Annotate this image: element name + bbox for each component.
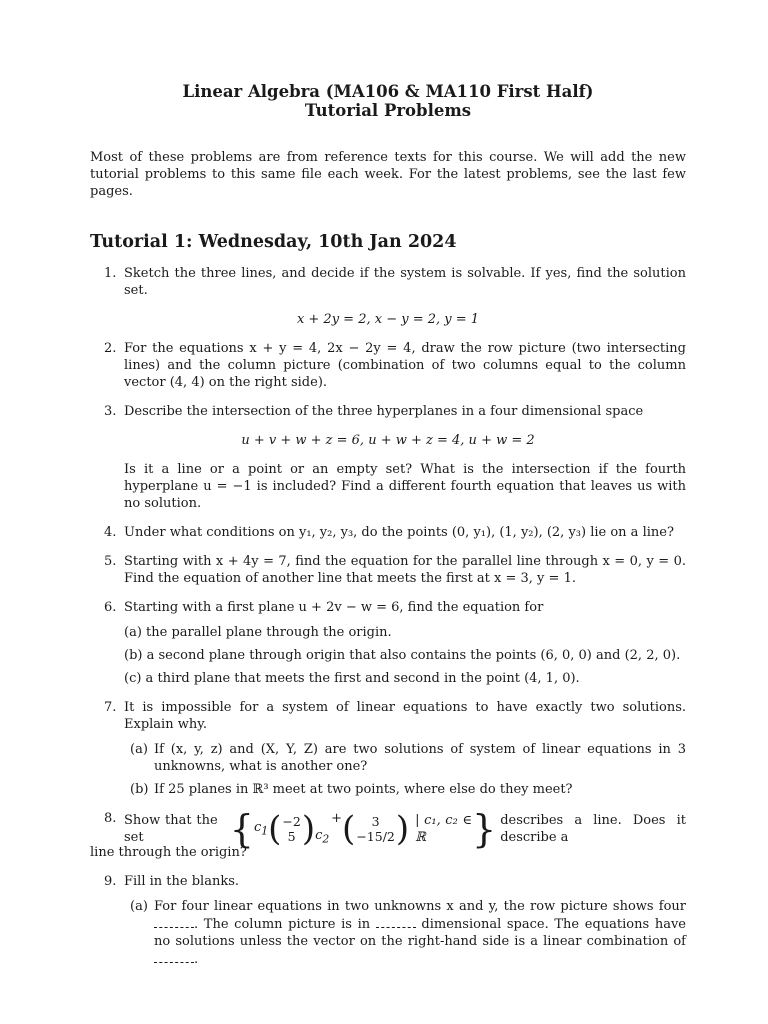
subpart-text-4: .	[194, 952, 199, 967]
problem-text: It is impossible for a system of linear equations to have exactly two solutions. Explain why.	[124, 700, 686, 732]
problem-number: 7.	[104, 700, 117, 715]
subpart-label: (a)	[130, 742, 148, 757]
problem-5	[90, 553, 686, 587]
set-expression	[124, 807, 686, 851]
set-intro: Show that the set	[124, 813, 218, 845]
subpart-text-3: dimensional space. The equations have no solutions unless the vector on the right-hand side is a linear combination of	[154, 917, 686, 949]
subpart-list	[124, 741, 686, 798]
subpart-label: (b)	[130, 782, 149, 797]
vector-2-bottom: −15/2	[356, 829, 395, 844]
fill-in-blank	[154, 915, 194, 928]
display-equation: u + v + w + z = 6, u + w + z = 4, u + w = 2	[241, 433, 535, 448]
subpart-b	[124, 781, 686, 798]
coefficient-c2: + $c_2$	[315, 811, 343, 846]
title-line-1: Linear Algebra (MA106 & MA110 First Half)	[182, 82, 594, 101]
subpart-text: If (x, y, z) and (X, Y, Z) are two solutions of system of linear equations in 3 unknowns, what is another one?	[154, 742, 686, 774]
right-paren: )	[301, 809, 316, 849]
problem-number: 5.	[104, 554, 117, 569]
problem-text: Starting with x + 4y = 7, find the equation for the parallel line through x = 0, y = 0. Find the equation of another line that meets the first at x = 3, y = 1.	[124, 554, 686, 586]
problem-9	[90, 873, 686, 968]
subpart-list	[124, 624, 686, 687]
right-paren: )	[395, 809, 410, 849]
set-description: describes a line. Does it describe a	[500, 813, 686, 845]
subpart-a	[124, 898, 686, 968]
problem-number: 2.	[104, 341, 117, 356]
problem-number: 4.	[104, 525, 117, 540]
problem-text: For the equations x + y = 4, 2x − 2y = 4, draw the row picture (two intersecting lines) and the column picture (combination of two columns equal to the column vector (4, 4) on the right side).	[124, 341, 686, 390]
subpart-list	[124, 898, 686, 968]
problem-followup: Is it a line or a point or an empty set? What is the intersection if the fourth hyperplane u = −1 is included? Find a different fourth equation that leaves us with no solution.	[124, 462, 686, 511]
left-paren: (	[268, 809, 282, 849]
subpart-a: (a) the parallel plane through the origin.	[124, 625, 392, 640]
vector-1-bottom: 5	[287, 829, 296, 844]
document-title	[90, 82, 686, 120]
intro-paragraph: Most of these problems are from reference texts for this course. We will add the new tutorial problems to this same file each week. For the latest problems, see the last few pages.	[90, 150, 686, 199]
problem-8-tail: line through the origin?	[90, 845, 247, 860]
problem-6	[90, 599, 686, 687]
document-page	[90, 82, 686, 980]
subpart-b: (b) a second plane through origin that also contains the points (6, 0, 0) and (2, 2, 0).	[124, 648, 681, 663]
set-condition: | c₁, c₂ ∈ ℝ	[415, 813, 472, 845]
subpart-text-1: For four linear equations in two unknowns x and y, the row picture shows four	[154, 899, 686, 914]
problem-7	[90, 699, 686, 798]
fill-in-blank	[376, 915, 416, 928]
right-brace: }	[472, 807, 497, 851]
left-paren: (	[342, 809, 356, 849]
problem-4	[90, 524, 686, 541]
problem-text: Fill in the blanks.	[124, 874, 239, 889]
problem-number: 1.	[104, 266, 117, 281]
problem-1	[90, 265, 686, 328]
tutorial-heading: Tutorial 1: Wednesday, 10th Jan 2024	[90, 232, 457, 252]
coefficient-c1: $c_1$	[253, 819, 269, 838]
fill-in-blank	[154, 950, 194, 963]
problem-number: 8.	[104, 811, 117, 826]
vector-1-top: −2	[282, 814, 301, 829]
problem-text: Starting with a first plane u + 2v − w = 6, find the equation for	[124, 600, 544, 615]
problem-8	[90, 807, 686, 861]
problem-list	[90, 265, 686, 968]
problem-text: Sketch the three lines, and decide if the system is solvable. If yes, find the solution set.	[124, 266, 686, 298]
left-brace: {	[217, 807, 254, 851]
problem-number: 9.	[104, 874, 117, 889]
vector-1	[282, 814, 300, 844]
subpart-text: If 25 planes in ℝ³ meet at two points, where else do they meet?	[154, 782, 573, 797]
vector-2-top: 3	[371, 814, 380, 829]
subpart-c: (c) a third plane that meets the first and second in the point (4, 1, 0).	[124, 671, 580, 686]
problem-3	[90, 403, 686, 512]
subpart-label: (a)	[130, 899, 148, 914]
problem-text: Describe the intersection of the three hyperplanes in a four dimensional space	[124, 404, 644, 419]
problem-number: 6.	[104, 600, 117, 615]
problem-text: Under what conditions on y₁, y₂, y₃, do the points (0, y₁), (1, y₂), (2, y₃) lie on a line?	[124, 525, 674, 540]
problem-2	[90, 340, 686, 391]
problem-number: 3.	[104, 404, 117, 419]
display-equation: x + 2y = 2, x − y = 2, y = 1	[296, 312, 480, 327]
subpart-a	[124, 741, 686, 775]
subpart-text-2: . The column picture is in	[194, 917, 371, 932]
vector-2	[356, 814, 395, 844]
title-line-2: Tutorial Problems	[304, 101, 472, 120]
